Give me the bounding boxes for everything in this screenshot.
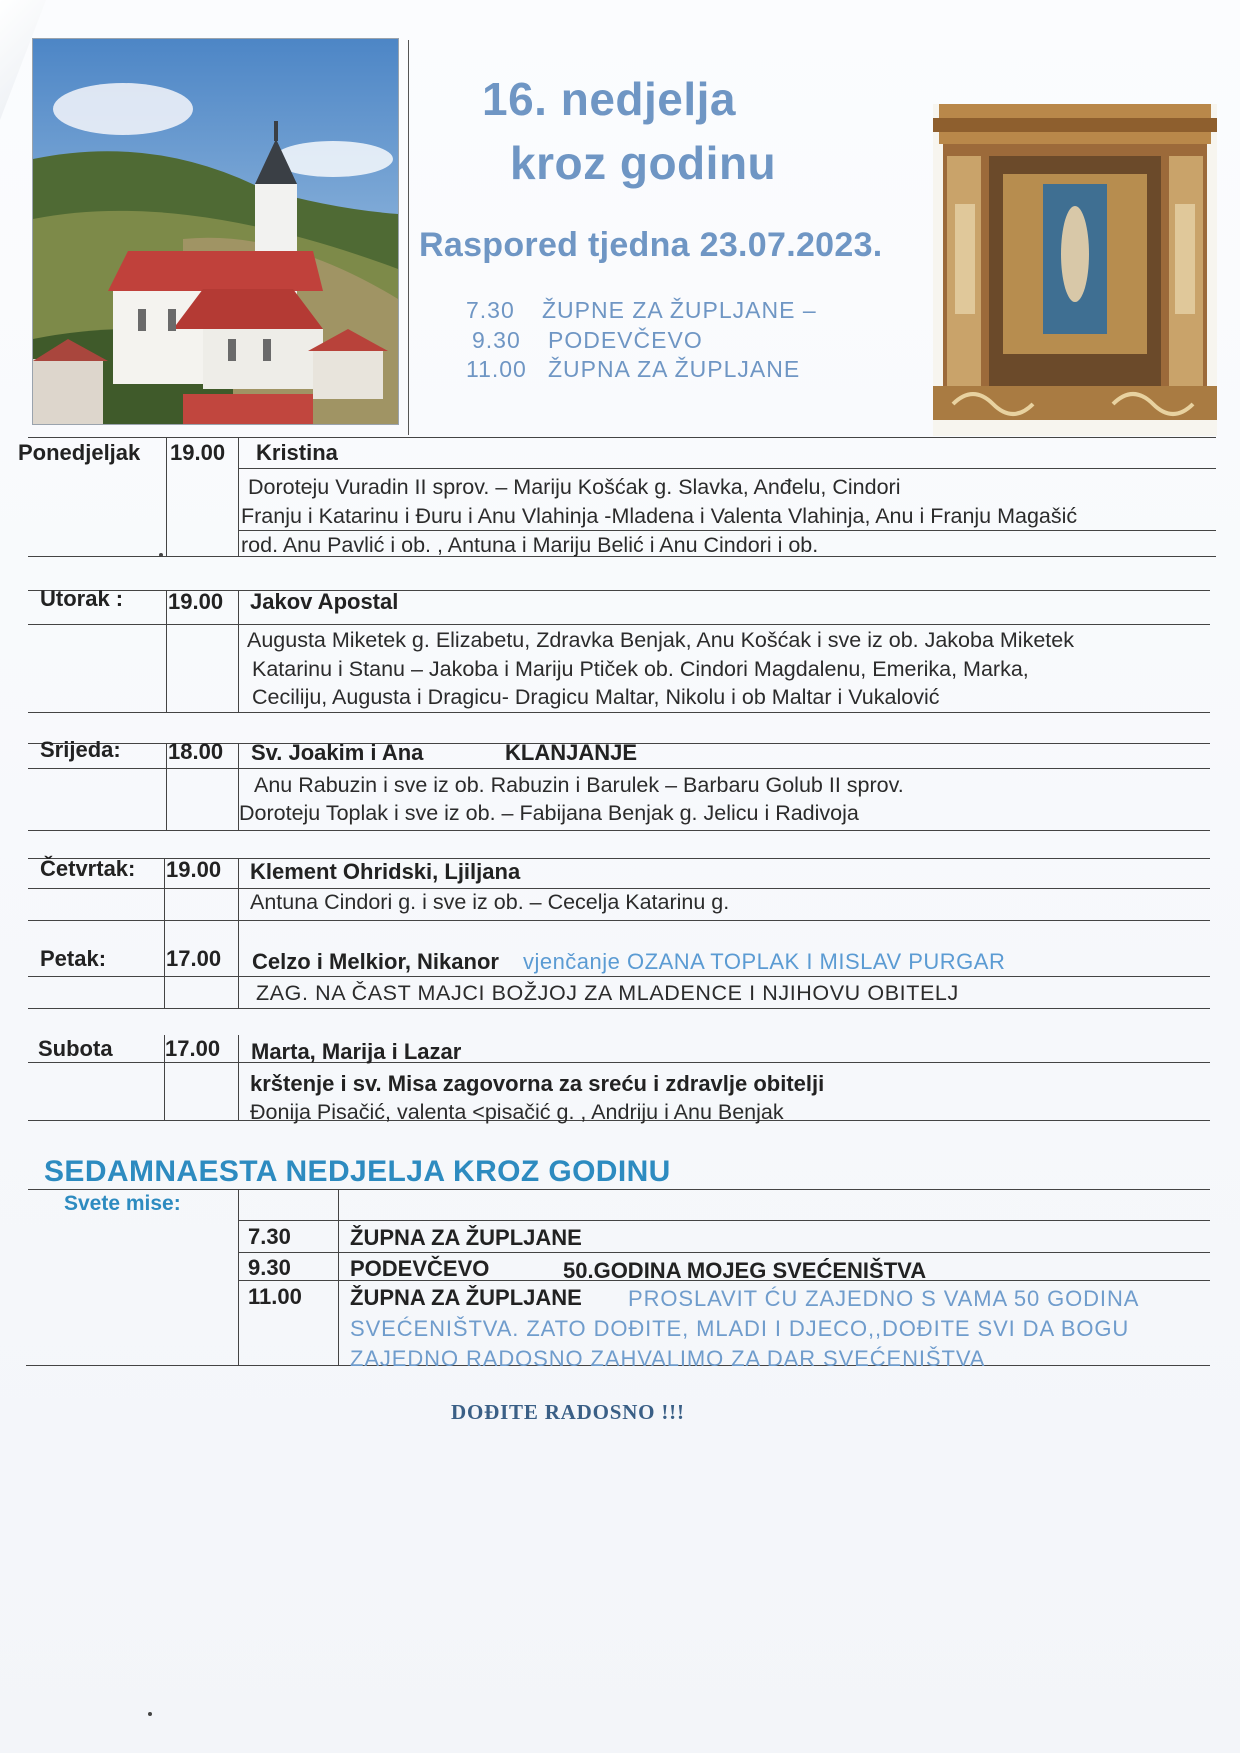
altar-photo [933,104,1217,436]
mass-time: 7.30 [466,297,515,323]
saint-thursday: Klement Ohridski, Ljiljana [250,859,521,884]
adoration-label: KLANJANJE [505,740,638,765]
saint-tuesday: Jakov Apostal [250,589,399,614]
sunday-mass-3 [466,356,800,383]
time-friday: 17.00 [166,946,222,971]
day-tuesday: Utorak : [40,586,124,611]
time-monday: 19.00 [170,440,226,465]
grid-line [238,1220,1210,1221]
grid-line [28,1189,1210,1190]
anniversary-note: 50.GODINA MOJEG SVEĆENIŠTVA [563,1258,927,1283]
next-sunday-title: SEDAMNAESTA NEDJELJA KROZ GODINU [44,1155,671,1188]
saint-wednesday: Sv. Joakim i Ana [251,740,424,765]
grid-line [28,1008,1210,1009]
grid-line [28,830,1210,831]
invitation-line: ZAJEDNO RADOSNO ZAHVALIMO ZA DAR SVEĆENIŠTVA [350,1346,986,1371]
mass-time: 11.00 [248,1284,302,1309]
intention-line: Đonija Pisačić, valenta <pisačić g. , Andriju i Anu Benjak [250,1100,784,1124]
saint-saturday: Marta, Marija i Lazar [251,1039,462,1064]
time-wednesday: 18.00 [168,739,224,764]
grid-line [166,437,167,556]
grid-line [28,1062,1210,1063]
grid-line [238,1252,1210,1253]
grid-line [238,1189,239,1365]
mass-time: 9.30 [248,1255,291,1280]
grid-line [28,976,1210,977]
intention-line: rod. Anu Pavlić i ob. , Antuna i Mariju Belić i Anu Cindori i ob. [241,533,819,557]
mass-label: PODEVČEVO [548,327,703,353]
mass-time: 9.30 [472,327,521,353]
intention-line: Antuna Cindori g. i sve iz ob. – Cecelja Katarinu g. [250,890,730,914]
masses-label: Svete mise: [64,1192,181,1215]
grid-line [28,888,1210,889]
intention-line: Ceciliju, Augusta i Dragicu- Dragicu Maltar, Nikolu i ob Maltar i Vukalović [252,685,940,709]
day-monday: Ponedjeljak [18,440,141,465]
grid-line [28,712,1210,713]
grid-line [338,1189,339,1365]
mass-place: ŽUPNA ZA ŽUPLJANE [350,1225,582,1250]
time-saturday: 17.00 [165,1036,221,1061]
day-wednesday: Srijeda: [40,737,121,762]
saint-monday: Kristina [256,440,338,465]
anniversary-invitation [350,1284,1230,1374]
grid-line [238,468,1216,469]
intention-line: Anu Rabuzin i sve iz ob. Rabuzin i Barulek – Barbaru Golub II sprov. [254,773,904,797]
sunday-mass-2 [472,327,703,354]
title-line2: kroz godinu [510,137,777,189]
mass-place: ŽUPNA ZA ŽUPLJANE [350,1285,582,1310]
grid-line [164,858,165,920]
mass-time: 11.00 [466,356,527,382]
stray-dot [148,1712,152,1716]
intention-line: Franju i Katarinu i Đuru i Anu Vlahinja -Mladena i Valenta Vlahinja, Anu i Franju Magašić [241,504,1078,528]
wedding-announcement: vjenčanje OZANA TOPLAK I MISLAV PURGAR [522,949,1006,974]
grid-line [238,858,239,920]
intention-line: Katarinu i Stanu – Jakoba i Mariju Ptiček ob. Cindori Magdalenu, Emerika, Marka, [252,657,1029,681]
grid-line [238,590,239,712]
title-line1: 16. nedjelja [482,73,737,125]
baptism-note: krštenje i sv. Misa zagovorna za sreću i zdravlje obitelji [250,1071,825,1096]
mass-time: 7.30 [248,1224,291,1249]
saint-friday [252,949,1005,975]
day-friday: Petak: [40,946,107,971]
day-saturday: Subota [38,1036,113,1061]
sunday-mass-1 [466,297,817,324]
grid-line [238,920,239,1008]
mass-label: ŽUPNE ZA ŽUPLJANE – [542,297,817,323]
invitation-line: SVEĆENIŠTVA. ZATO DOĐITE, MLADI I DJECO,,DOĐITE SVI DA BOGU [350,1316,1130,1341]
time-thursday: 19.00 [166,857,222,882]
header-divider [408,40,409,435]
day-thursday: Četvrtak: [40,856,136,881]
intention-line: ZAG. NA ČAST MAJCI BOŽJOJ ZA MLADENCE I NJIHOVU OBITELJ [256,981,959,1005]
grid-line [28,437,1216,438]
grid-line [238,530,1216,531]
saint-friday-names: Celzo i Melkior, Nikanor [252,949,499,974]
mass-label: ŽUPNA ZA ŽUPLJANE [548,356,801,382]
intention-line: Augusta Miketek g. Elizabetu, Zdravka Benjak, Anu Košćak i sve iz ob. Jakoba Miketek [247,628,1074,652]
mass-place: PODEVČEVO [350,1256,490,1281]
grid-line [166,590,167,712]
time-tuesday: 19.00 [168,589,224,614]
closing-message: DOĐITE RADOSNO !!! [451,1400,685,1424]
church-photo [32,38,399,425]
intention-line: Doroteju Vuradin II sprov. – Mariju Košćak g. Slavka, Anđelu, Cindori [248,475,901,499]
grid-line [164,920,165,1008]
grid-line [28,920,1210,921]
grid-line [28,768,1210,769]
stray-dot [159,553,163,557]
week-label: Raspored tjedna 23.07.2023. [419,226,883,264]
grid-line [28,624,1210,625]
intention-line: Doroteju Toplak i sve iz ob. – Fabijana Benjak g. Jelicu i Radivoja [239,801,859,825]
grid-line [166,743,167,830]
grid-line [238,1035,239,1120]
grid-line [238,437,239,556]
invitation-line: PROSLAVIT ĆU ZAJEDNO S VAMA 50 GODINA [628,1286,1140,1311]
